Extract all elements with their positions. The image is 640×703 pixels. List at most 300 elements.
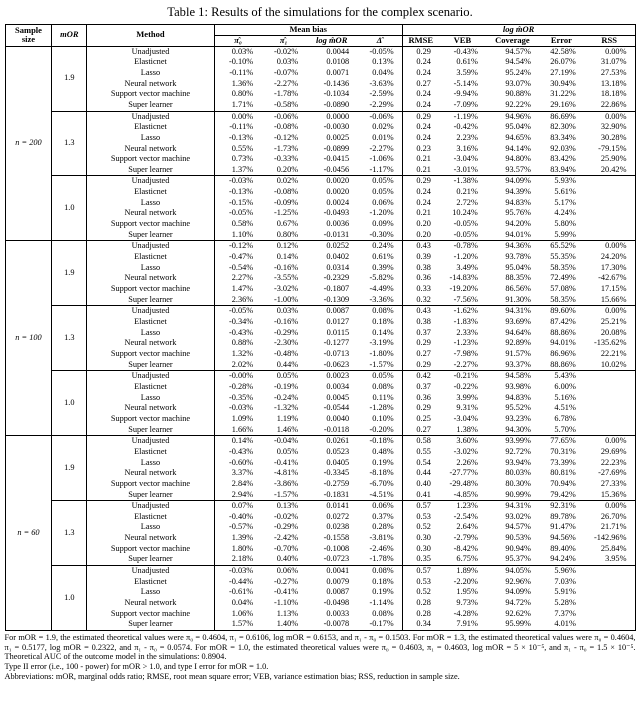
value-cell-pi1-hat: -0.16% — [273, 262, 299, 272]
value-cell-log-mor-hat: 0.0079 — [326, 576, 350, 586]
value-cell-error: 83.94% — [550, 164, 576, 174]
value-cell-pi0-hat: -0.57% — [229, 522, 254, 532]
value-cell-pi1-hat: -0.58% — [273, 99, 299, 109]
value-cell-pi0-hat: 0.03% — [214, 46, 261, 57]
value-cell-delta-hat: -0.18% — [357, 436, 402, 447]
method-label: Lasso — [87, 393, 215, 404]
value-cell-rmse: 0.24 — [416, 57, 431, 67]
value-cell-rss: 27.33% — [600, 478, 627, 488]
value-cell-pi1-hat: -0.16% — [273, 317, 299, 326]
value-cell-coverage: 92.62% — [505, 608, 531, 618]
value-cell-log-mor-hat: 0.0000 — [306, 111, 357, 122]
value-cell-error: 5.91% — [554, 587, 576, 597]
value-cell-error: 89.60% — [539, 306, 584, 317]
value-cell-pi1-hat: -0.07% — [273, 67, 299, 77]
value-cell-veb: -0.21% — [439, 371, 486, 382]
method-label: Elasticnet — [87, 122, 215, 133]
value-cell-error: 7.03% — [554, 576, 576, 586]
value-cell-delta-hat: 0.18% — [357, 577, 402, 588]
value-cell-pi0-hat: 1.06% — [231, 608, 254, 618]
header-row-groups — [5, 25, 635, 36]
value-cell-error: 55.35% — [550, 252, 576, 262]
value-cell-pi0-hat: 1.37% — [231, 164, 254, 174]
value-cell-delta-hat: -2.59% — [357, 89, 402, 100]
value-cell-pi0-hat: 0.55% — [231, 143, 254, 153]
table-row — [5, 360, 635, 371]
value-cell-log-mor-hat: 0.0252 — [306, 241, 357, 252]
value-cell-error: 42.58% — [539, 46, 584, 57]
value-cell-log-mor-hat: -0.1558 — [323, 533, 350, 543]
value-cell-pi0-hat: -0.43% — [229, 446, 254, 456]
table-row — [5, 403, 635, 414]
value-cell-rmse: 0.21 — [416, 208, 431, 218]
method-label: Super learner — [87, 100, 215, 111]
method-label: Support vector machine — [87, 544, 215, 555]
method-label: Support vector machine — [87, 284, 215, 295]
value-cell-delta-hat: 0.48% — [357, 447, 402, 458]
value-cell-error: 4.01% — [554, 619, 576, 629]
value-cell-error: 86.69% — [539, 111, 584, 122]
value-cell-pi0-hat: 1.39% — [231, 533, 254, 543]
value-cell-log-mor-hat: 0.0108 — [326, 57, 350, 67]
value-cell-error: 29.16% — [550, 99, 576, 109]
value-cell-pi1-hat: -0.27% — [273, 576, 299, 586]
value-cell-rss — [584, 566, 635, 577]
value-cell-error: 5.16% — [554, 392, 576, 402]
footnote-theoretical-values: For mOR = 1.9, the estimated theoretical values were π₀ = 0.4604, π₁ = 0.6106, log mOR = 0.6153, and π₁ - π₀ = 0.1503. For mOR = 1.3, the estimated theoretical values were π₀ = 0.4604, π₁ = 0.5177, log mOR = 0.2322, and π₁ - π₀ = 0.0574. For mOR = 1.0, the estimated theoretical values were π₀ = 0.4603, π₁ = 0.4603, log mOR = 5 × 10⁻⁵, and π₁ - π₀ = 1.5 × 10⁻⁵. Theoretical AUC of the outcome model in the simulations: 0.8904. — [4, 633, 636, 662]
value-cell-veb: -0.43% — [439, 46, 486, 57]
method-label: Neural network — [87, 533, 215, 544]
table-row — [5, 577, 635, 588]
method-label: Neural network — [87, 338, 215, 349]
value-cell-log-mor-hat: -0.0118 — [323, 424, 350, 434]
value-cell-veb: -0.42% — [453, 122, 478, 132]
value-cell-rmse: 0.25 — [416, 413, 431, 423]
value-cell-pi1-hat: 1.13% — [276, 608, 299, 618]
value-cell-delta-hat: 0.39% — [357, 263, 402, 274]
value-cell-pi1-hat: 0.12% — [261, 241, 306, 252]
value-cell-pi1-hat: -0.70% — [273, 543, 299, 553]
value-cell-error: 80.81% — [550, 468, 576, 478]
value-cell-veb: 3.49% — [456, 262, 478, 272]
value-cell-rss: 30.28% — [600, 132, 627, 142]
value-cell-log-mor-hat: 0.0261 — [306, 436, 357, 447]
value-cell-error: 57.08% — [550, 284, 576, 294]
value-cell-error: 73.39% — [550, 457, 576, 467]
value-cell-rss: 24.20% — [600, 252, 627, 262]
method-label: Lasso — [87, 328, 215, 339]
value-cell-delta-hat: 0.08% — [357, 566, 402, 577]
value-cell-veb: -2.20% — [453, 576, 478, 586]
value-cell-veb: 2.23% — [456, 132, 478, 142]
value-cell-rss: -27.69% — [598, 468, 627, 478]
value-cell-rss — [584, 414, 635, 425]
value-cell-pi0-hat: 1.47% — [231, 284, 254, 294]
value-cell-log-mor-hat: 0.0071 — [326, 67, 350, 77]
col-group-log-mor: log m̂OR — [402, 25, 635, 36]
value-cell-pi0-hat: 2.94% — [231, 489, 254, 499]
value-cell-rss: -135.62% — [594, 338, 627, 348]
table-row — [5, 187, 635, 198]
value-cell-rss — [584, 393, 635, 404]
value-cell-coverage: 94.72% — [505, 598, 531, 608]
value-cell-error: 70.94% — [550, 478, 576, 488]
value-cell-rmse: 0.38 — [416, 317, 431, 326]
value-cell-coverage: 94.36% — [486, 241, 539, 252]
value-cell-rss — [584, 403, 635, 414]
value-cell-veb: 9.31% — [456, 403, 478, 413]
value-cell-delta-hat: -3.63% — [357, 79, 402, 90]
value-cell-rss — [584, 371, 635, 382]
value-cell-delta-hat: 0.01% — [357, 133, 402, 144]
table-row — [5, 328, 635, 339]
method-label: Unadjusted — [87, 176, 215, 187]
value-cell-error: 30.94% — [550, 78, 576, 88]
value-cell-veb: 1.89% — [439, 566, 486, 577]
value-cell-rmse: 0.29 — [402, 176, 439, 187]
method-label: Lasso — [87, 133, 215, 144]
value-cell-delta-hat: 0.05% — [357, 371, 402, 382]
value-cell-rss: 0.00% — [584, 306, 635, 317]
value-cell-log-mor-hat: 0.0272 — [326, 511, 350, 521]
value-cell-log-mor-hat: 0.0115 — [326, 327, 350, 337]
value-cell-error: 58.35% — [550, 262, 576, 272]
table-row — [5, 479, 635, 490]
value-cell-rmse: 0.33 — [416, 284, 431, 294]
table-row — [5, 284, 635, 295]
value-cell-pi0-hat: 1.36% — [231, 78, 254, 88]
value-cell-pi0-hat: 0.07% — [214, 501, 261, 512]
value-cell-pi1-hat: 0.20% — [276, 164, 299, 174]
method-label: Unadjusted — [87, 111, 215, 122]
value-cell-delta-hat: -0.20% — [357, 425, 402, 436]
col-header-pi1-hat: π̂₁ — [261, 35, 306, 46]
table-row — [5, 458, 635, 469]
value-cell-error: 7.37% — [554, 608, 576, 618]
table-row — [5, 382, 635, 393]
value-cell-delta-hat: 0.28% — [357, 522, 402, 533]
value-cell-coverage: 91.30% — [505, 294, 531, 304]
value-cell-log-mor-hat: 0.0087 — [306, 306, 357, 317]
value-cell-rmse: 0.34 — [416, 619, 431, 629]
method-label: Support vector machine — [87, 414, 215, 425]
method-label: Neural network — [87, 144, 215, 155]
value-cell-pi0-hat: -0.05% — [214, 306, 261, 317]
value-cell-delta-hat: -3.81% — [357, 533, 402, 544]
method-label: Unadjusted — [87, 371, 215, 382]
table-row — [5, 512, 635, 523]
value-cell-log-mor-hat: 0.0045 — [326, 392, 350, 402]
table-row — [5, 241, 635, 252]
value-cell-error: 79.42% — [550, 489, 576, 499]
value-cell-log-mor-hat: -0.0899 — [323, 143, 350, 153]
value-cell-rmse: 0.24 — [416, 67, 431, 77]
value-cell-veb: 1.95% — [456, 587, 478, 597]
value-cell-coverage: 94.54% — [505, 57, 531, 67]
table-row — [5, 111, 635, 122]
col-header-rmse: RMSE — [402, 35, 439, 46]
value-cell-rss: 31.07% — [600, 57, 627, 67]
value-cell-rss — [584, 230, 635, 241]
value-cell-rss: 22.23% — [600, 457, 627, 467]
value-cell-veb: 0.21% — [456, 187, 478, 197]
value-cell-log-mor-hat: 0.0040 — [326, 413, 350, 423]
value-cell-delta-hat: 0.10% — [357, 414, 402, 425]
method-label: Elasticnet — [87, 252, 215, 263]
value-cell-log-mor-hat: -0.1277 — [323, 338, 350, 348]
method-label: Super learner — [87, 554, 215, 565]
value-cell-veb: -3.04% — [453, 154, 478, 164]
value-cell-veb: -0.05% — [453, 229, 478, 239]
value-cell-coverage: 86.56% — [505, 284, 531, 294]
value-cell-veb: -1.20% — [453, 252, 478, 262]
value-cell-log-mor-hat: -0.1309 — [323, 294, 350, 304]
method-label: Neural network — [87, 468, 215, 479]
value-cell-delta-hat: 0.61% — [357, 252, 402, 263]
value-cell-coverage: 94.20% — [505, 219, 531, 229]
table-row — [5, 533, 635, 544]
value-cell-rmse: 0.52 — [416, 522, 431, 532]
value-cell-log-mor-hat: -0.0493 — [323, 208, 350, 218]
table-row — [5, 587, 635, 598]
value-cell-pi1-hat: 0.05% — [261, 371, 306, 382]
value-cell-coverage: 93.78% — [505, 252, 531, 262]
table-row — [5, 371, 635, 382]
value-cell-veb: -1.19% — [439, 111, 486, 122]
value-cell-error: 94.01% — [550, 338, 576, 348]
value-cell-pi0-hat: 0.04% — [231, 598, 254, 608]
value-cell-log-mor-hat: -0.0713 — [323, 348, 350, 358]
sample-size-label: n = 100 — [5, 241, 52, 436]
value-cell-rmse: 0.41 — [416, 489, 431, 499]
value-cell-rss — [584, 598, 635, 609]
value-cell-pi0-hat: -0.03% — [229, 403, 254, 413]
value-cell-coverage: 94.05% — [486, 566, 539, 577]
table-row — [5, 68, 635, 79]
value-cell-pi1-hat: -0.19% — [273, 381, 299, 391]
value-cell-error: 72.49% — [550, 273, 576, 283]
value-cell-coverage: 94.09% — [486, 176, 539, 187]
value-cell-pi0-hat: 1.32% — [231, 348, 254, 358]
value-cell-log-mor-hat: 0.0036 — [326, 219, 350, 229]
value-cell-rss: 27.53% — [600, 67, 627, 77]
value-cell-error: 31.22% — [550, 89, 576, 99]
mor-value: 1.3 — [52, 501, 87, 566]
value-cell-pi1-hat: 0.03% — [276, 57, 299, 67]
value-cell-rss — [584, 609, 635, 620]
table-row — [5, 619, 635, 630]
value-cell-veb: 3.16% — [456, 143, 478, 153]
value-cell-pi0-hat: 1.66% — [231, 424, 254, 434]
value-cell-pi1-hat: -1.57% — [273, 489, 299, 499]
value-cell-pi0-hat: -0.60% — [229, 457, 254, 467]
value-cell-rss: 20.08% — [600, 327, 627, 337]
method-label: Elasticnet — [87, 447, 215, 458]
value-cell-rss: 25.21% — [600, 317, 627, 326]
method-label: Lasso — [87, 68, 215, 79]
value-cell-error: 89.40% — [550, 543, 576, 553]
value-cell-rss: -142.96% — [594, 533, 627, 543]
value-cell-veb: -4.28% — [453, 608, 478, 618]
mor-value: 1.9 — [52, 241, 87, 306]
value-cell-pi0-hat: 0.14% — [214, 436, 261, 447]
value-cell-log-mor-hat: -0.2329 — [323, 273, 350, 283]
value-cell-delta-hat: 0.05% — [357, 176, 402, 187]
col-group-mean-bias: Mean bias — [214, 25, 402, 36]
value-cell-error: 70.31% — [550, 446, 576, 456]
value-cell-delta-hat: 0.11% — [357, 393, 402, 404]
value-cell-rss: 32.90% — [600, 122, 627, 132]
mor-value: 1.3 — [52, 306, 87, 371]
value-cell-log-mor-hat: 0.0020 — [326, 187, 350, 197]
value-cell-rmse: 0.21 — [416, 154, 431, 164]
value-cell-rss: -79.15% — [598, 143, 627, 153]
table-row — [5, 436, 635, 447]
value-cell-pi0-hat: -0.34% — [229, 317, 254, 326]
value-cell-pi0-hat: -0.03% — [214, 176, 261, 187]
value-cell-delta-hat: -2.29% — [357, 100, 402, 111]
table-row — [5, 501, 635, 512]
value-cell-log-mor-hat: -0.0890 — [323, 99, 350, 109]
value-cell-pi1-hat: -0.41% — [273, 587, 299, 597]
value-cell-pi0-hat: -0.13% — [229, 132, 254, 142]
value-cell-veb: -7.09% — [453, 99, 478, 109]
value-cell-delta-hat: 0.08% — [357, 306, 402, 317]
value-cell-delta-hat: 0.05% — [357, 187, 402, 198]
value-cell-rmse: 0.37 — [416, 327, 431, 337]
method-label: Unadjusted — [87, 436, 215, 447]
footnote-abbreviations: Abbreviations: mOR, marginal odds ratio; RMSE, root mean square error; VEB, variance estimation bias; RSS, reduction in sample size. — [4, 671, 460, 681]
value-cell-veb: 3.59% — [456, 67, 478, 77]
value-cell-error: 89.78% — [550, 511, 576, 521]
table-body — [5, 46, 635, 630]
value-cell-veb: -3.04% — [453, 413, 478, 423]
value-cell-delta-hat: 0.37% — [357, 512, 402, 523]
value-cell-delta-hat: -0.17% — [357, 619, 402, 630]
value-cell-pi1-hat: -0.08% — [273, 187, 299, 197]
method-label: Super learner — [87, 360, 215, 371]
value-cell-coverage: 93.07% — [505, 78, 531, 88]
value-cell-pi0-hat: -0.05% — [229, 208, 254, 218]
value-cell-pi0-hat: 1.09% — [231, 413, 254, 423]
value-cell-coverage: 93.02% — [505, 511, 531, 521]
table-row — [5, 176, 635, 187]
table-row — [5, 554, 635, 565]
value-cell-log-mor-hat: 0.0405 — [326, 457, 350, 467]
value-cell-coverage: 90.88% — [505, 89, 531, 99]
value-cell-error: 82.30% — [550, 122, 576, 132]
value-cell-log-mor-hat: -0.1008 — [323, 543, 350, 553]
mor-value: 1.9 — [52, 436, 87, 501]
value-cell-rmse: 0.29 — [402, 46, 439, 57]
method-label: Unadjusted — [87, 566, 215, 577]
value-cell-rmse: 0.53 — [416, 511, 431, 521]
method-label: Elasticnet — [87, 57, 215, 68]
value-cell-rss: 15.36% — [600, 489, 627, 499]
value-cell-rmse: 0.29 — [416, 403, 431, 413]
value-cell-rss — [584, 577, 635, 588]
value-cell-coverage: 93.94% — [505, 457, 531, 467]
value-cell-pi1-hat: 0.80% — [276, 229, 299, 239]
table-row — [5, 566, 635, 577]
value-cell-log-mor-hat: 0.0402 — [326, 252, 350, 262]
value-cell-pi0-hat: -0.28% — [229, 381, 254, 391]
value-cell-log-mor-hat: -0.1807 — [323, 284, 350, 294]
value-cell-pi0-hat: -0.47% — [229, 252, 254, 262]
value-cell-pi1-hat: -1.32% — [273, 403, 299, 413]
table-row — [5, 414, 635, 425]
table-row — [5, 122, 635, 133]
table-row — [5, 100, 635, 111]
col-header-rss: RSS — [584, 35, 635, 46]
value-cell-rss: 0.00% — [584, 46, 635, 57]
value-cell-log-mor-hat: -0.1436 — [323, 78, 350, 88]
value-cell-error: 5.80% — [554, 219, 576, 229]
value-cell-pi1-hat: -0.48% — [273, 348, 299, 358]
table-row — [5, 598, 635, 609]
value-cell-rss: -42.67% — [598, 273, 627, 283]
value-cell-veb: -0.78% — [439, 241, 486, 252]
method-label: Support vector machine — [87, 609, 215, 620]
value-cell-coverage: 94.57% — [505, 522, 531, 532]
value-cell-rmse: 0.27 — [416, 348, 431, 358]
value-cell-error: 65.52% — [539, 241, 584, 252]
table-row — [5, 447, 635, 458]
value-cell-rmse: 0.24 — [416, 122, 431, 132]
col-header-sample-size: Sample size — [5, 25, 52, 47]
value-cell-pi1-hat: -3.02% — [273, 284, 299, 294]
method-label: Elasticnet — [87, 577, 215, 588]
value-cell-pi0-hat: 0.88% — [231, 338, 254, 348]
value-cell-coverage: 90.94% — [505, 543, 531, 553]
value-cell-rmse: 0.42 — [402, 371, 439, 382]
value-cell-rss — [584, 587, 635, 598]
value-cell-rmse: 0.57 — [402, 501, 439, 512]
table-row — [5, 273, 635, 284]
value-cell-rmse: 0.27 — [416, 78, 431, 88]
value-cell-veb: 10.24% — [452, 208, 478, 218]
table-row — [5, 295, 635, 306]
value-cell-log-mor-hat: 0.0238 — [326, 522, 350, 532]
value-cell-veb: -2.54% — [453, 511, 478, 521]
value-cell-pi1-hat: 1.40% — [276, 619, 299, 629]
value-cell-error: 88.86% — [550, 359, 576, 369]
value-cell-error: 5.17% — [554, 197, 576, 207]
mor-value: 1.0 — [52, 371, 87, 436]
value-cell-pi0-hat: 0.80% — [231, 89, 254, 99]
col-header-delta-hat: Δ̂ — [357, 35, 402, 46]
value-cell-pi0-hat: 1.10% — [231, 229, 254, 239]
value-cell-coverage: 92.22% — [505, 99, 531, 109]
value-cell-rss: 25.90% — [600, 154, 627, 164]
table-row — [5, 208, 635, 219]
value-cell-rmse: 0.52 — [416, 587, 431, 597]
table-row — [5, 522, 635, 533]
value-cell-veb: -29.48% — [449, 478, 478, 488]
value-cell-delta-hat: -1.14% — [357, 598, 402, 609]
value-cell-log-mor-hat: -0.0544 — [323, 403, 350, 413]
value-cell-error: 92.31% — [539, 501, 584, 512]
value-cell-rss: 13.18% — [600, 78, 627, 88]
value-cell-rss — [584, 619, 635, 630]
value-cell-pi1-hat: 0.06% — [261, 566, 306, 577]
value-cell-pi1-hat: 1.46% — [276, 424, 299, 434]
value-cell-veb: -27.77% — [449, 468, 478, 478]
value-cell-rmse: 0.30 — [416, 543, 431, 553]
value-cell-rmse: 0.44 — [416, 468, 431, 478]
value-cell-coverage: 88.35% — [505, 273, 531, 283]
value-cell-coverage: 94.39% — [505, 187, 531, 197]
